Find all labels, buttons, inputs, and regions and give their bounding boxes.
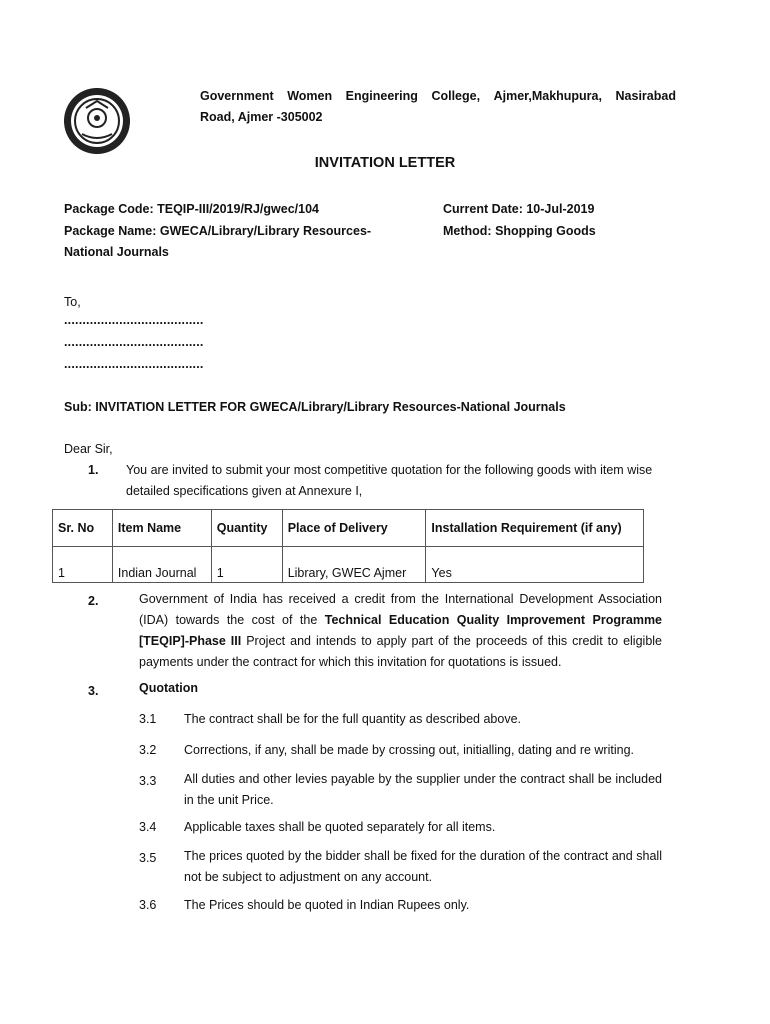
item-2-text-end: Project and intends to apply part of the proceeds of this credit to eligible payments under the contract for which this invitation for quotations is issued. — [139, 634, 662, 669]
item-1-text-line-1: You are invited to submit your most competitive quotation for the following goods with item wise — [126, 463, 653, 477]
document-title: INVITATION LETTER — [314, 155, 456, 171]
item-2-number: 2. — [88, 594, 99, 608]
addressee-blank-1: ...................................... — [64, 313, 204, 327]
column-header: Sr. No — [53, 510, 113, 547]
column-header: Installation Requirement (if any) — [426, 510, 644, 547]
clause-text: All duties and other levies payable by the supplier under the contract shall be included in the unit Price. — [184, 772, 662, 807]
table-cell: Library, GWEC Ajmer — [282, 547, 426, 583]
method: Method: Shopping Goods — [443, 224, 596, 238]
addressee-blank-3: ...................................... — [64, 357, 204, 371]
addressee-to: To, — [64, 295, 81, 309]
clause-number: 3.3 — [139, 774, 157, 788]
column-header: Item Name — [112, 510, 211, 547]
item-2-paragraph — [139, 589, 662, 673]
table-header-row — [53, 510, 644, 547]
address-word: Ajmer,Makhupura, — [493, 89, 602, 103]
clause-number: 3.4 — [139, 820, 157, 834]
address-word: Engineering — [345, 89, 418, 103]
package-name-line-2: National Journals — [64, 245, 169, 259]
table-cell: 1 — [53, 547, 113, 583]
clause-number: 3.1 — [139, 712, 157, 726]
clause-text: Corrections, if any, shall be made by crossing out, initialling, dating and re writing. — [184, 743, 634, 757]
college-address-line-2: Road, Ajmer -305002 — [200, 110, 323, 124]
clause-text: The prices quoted by the bidder shall be fixed for the duration of the contract and shall not be subject to adjustment on any account. — [184, 849, 662, 884]
address-word: Government — [200, 89, 274, 103]
college-address-line-1 — [200, 88, 676, 104]
item-3-number: 3. — [88, 684, 99, 698]
addressee-blank-2: ...................................... — [64, 335, 204, 349]
column-header: Place of Delivery — [282, 510, 426, 547]
address-word: College, — [431, 89, 481, 103]
item-2-text: Government of India has received a credit from the International Development Association (IDA) towards the cost of the — [139, 592, 662, 627]
items-table — [52, 509, 644, 583]
current-date: Current Date: 10-Jul-2019 — [443, 202, 595, 216]
table-cell: 1 — [211, 547, 282, 583]
item-1-text-line-2: detailed specifications given at Annexure I, — [126, 484, 363, 498]
package-code: Package Code: TEQIP-III/2019/RJ/gwec/104 — [64, 202, 319, 216]
college-logo — [62, 86, 132, 156]
address-word: Women — [287, 89, 333, 103]
clause-number: 3.5 — [139, 851, 157, 865]
clause-number: 3.6 — [139, 898, 157, 912]
table-row — [53, 547, 644, 583]
clause-text: The Prices should be quoted in Indian Rupees only. — [184, 898, 470, 912]
item-1-number: 1. — [88, 463, 99, 477]
column-header: Quantity — [211, 510, 282, 547]
quotation-heading: Quotation — [139, 681, 199, 695]
subject-line: Sub: INVITATION LETTER FOR GWECA/Library/Library Resources-National Journals — [64, 400, 566, 414]
package-name-line-1: Package Name: GWECA/Library/Library Resources- — [64, 224, 372, 238]
address-word: Nasirabad — [615, 89, 676, 103]
table-cell: Yes — [426, 547, 644, 583]
programme-name: Technical Education Quality Improvement Programme [TEQIP]-Phase III — [139, 613, 663, 648]
table-cell: Indian Journal — [112, 547, 211, 583]
clause-text: The contract shall be for the full quantity as described above. — [184, 712, 521, 726]
salutation: Dear Sir, — [64, 442, 113, 456]
clause-number: 3.2 — [139, 743, 157, 757]
clause-text: Applicable taxes shall be quoted separately for all items. — [184, 820, 496, 834]
